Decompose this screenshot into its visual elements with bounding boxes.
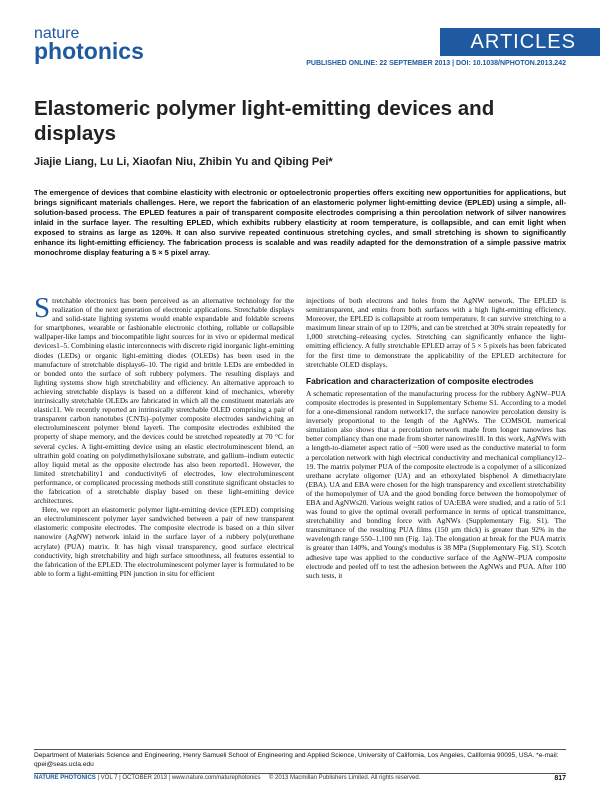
drop-cap: S [34, 292, 51, 324]
footer-issue-info: | VOL 7 | OCTOBER 2013 | www.nature.com/naturephotonics [97, 775, 261, 781]
footer-divider [34, 773, 566, 774]
footer-journal-info [34, 775, 420, 781]
body-paragraph: A schematic representation of the manufacturing process for the rubbery AgNW–PUA composite electrodes is presented in Supplementary Scheme S1. According to a model for a one-dimensional random network17, the surface nanowire percolation density is inversely proportional to the length of the AgNWs. The COMSOL numerical simulation also shows that a percolation network made from longer nanowires has better compliancy than one made from shorter nanowires18. In this work, AgNWs with a length-to-diameter aspect ratio of ~500 were used as the conductive material to form a percolation network with high electrical conductivity and mechanical compliancy12–19. The matrix polymer PUA of the composite electrode is a copolymer of a siliconized urethane acrylate oligomer (UA) and an ethoxylated bisphenol A dimethacrylate (EBA). UA and EBA were chosen for the high transparency and excellent stretchability of the homopolymer of UA and the good bonding force between the homopolymer of EBA and AgNWs20. Various weight ratios of UA:EBA were studied, and a ratio of 5:1 was found to give the optimal overall performance in terms of optical transmittance, stretchability and bonding force with AgNWs (Supplementary Fig. S1). The transmittance of the resulting PUA films (150 μm thick) is greater than 92% in the wavelength range 550–1,100 nm (Fig. 1a). The elongation at break for the PUA matrix is greater than 140%, and Young's modulus is 38 MPa (Supplementary Fig. S1). Scotch adhesive tape was applied to the conductive surface of the AgNW–PUA composite electrode and peeled off to test the adhesion between the AgNWs and PUA. After 100 such tests, it [306, 388, 566, 580]
body-paragraph: injections of both electrons and holes from the AgNW network. The EPLED is semitransparent, and emits from both surfaces with a high light-emitting efficiency. Moreover, the EPLED is collapsible at room temperature. It can survive stretching to a maximum linear strain of up to 120%, and can be stretched at 30% strain repeatedly for 1,000 stretching–releasing cycles. Stretching can significantly enhance the light-emitting efficiency. A fully stretchable EPLED array of 5 × 5 pixels has been fabricated for the first time to demonstrate the applicability of the EPLED architecture for stretchable OLED displays. [306, 296, 566, 369]
page-number: 817 [554, 775, 566, 782]
left-column [34, 292, 294, 578]
section-banner: ARTICLES [440, 28, 600, 56]
author-affiliation: Department of Materials Science and Engineering, Henry Samueli School of Engineering and Applied Science, University of California, Los Angeles, California 90095, USA. *e-mail: qpei@seas.ucla.edu [34, 752, 559, 768]
journal-logo-nature: nature [34, 25, 80, 42]
body-paragraph: Here, we report an elastomeric polymer light-emitting device (EPLED) comprising an electroluminescent polymer layer sandwiched between a pair of new transparent elastomeric composite electrodes. The composite electrode is based on a thin silver nanowire (AgNW) network inlaid in the surface layer of a rubbery poly(urethane acrylate) (PUA) matrix. It has high visual transparency, good surface electrical conductivity, high stretchability and high surface smoothness, all features essential to the fabrication of the EPLED. The electroluminescent polymer layer is formulated to be able to form a light-emitting PIN junction in situ for efficient [34, 505, 294, 578]
abstract: The emergence of devices that combine elasticity with electronic or optoelectronic properties offers exciting new opportunities for applications, but brings significant materials challenges. Here, we report the fabrication of an elastomeric polymer light-emitting device (EPLED) using a simple, all-solution-based process. The EPLED features a pair of transparent composite electrodes comprising a thin percolation network of silver nanowires inlaid in the surface layer. The resulting EPLED, which exhibits rubbery elasticity at room temperature, is collapsible, and can emit light when exposed to strains as large as 120%. It can also survive repeated continuous stretching cycles, and small stretching is shown to significantly enhance its light-emitting efficiency. The fabrication process is scalable and was readily adapted for the demonstration of a simple passive matrix monochrome display featuring a 5 × 5 pixel array. [34, 188, 566, 257]
copyright-notice: © 2013 Macmillan Publishers Limited. All rights reserved. [268, 775, 421, 781]
footer-journal-name: NATURE PHOTONICS [34, 775, 96, 781]
publication-info: PUBLISHED ONLINE: 22 SEPTEMBER 2013 | DOI: 10.1038/NPHOTON.2013.242 [306, 60, 566, 67]
journal-logo-photonics: photonics [34, 38, 144, 64]
intro-paragraph [34, 292, 294, 506]
footnote-divider [34, 749, 566, 750]
section-heading: Fabrication and characterization of composite electrodes [306, 375, 534, 386]
author-list: Jiajie Liang, Lu Li, Xiaofan Niu, Zhibin Yu and Qibing Pei* [34, 156, 333, 168]
article-title: Elastomeric polymer light-emitting devices and displays [34, 97, 495, 145]
right-column [306, 296, 566, 580]
intro-text: tretchable electronics has been perceived as an alternative technology for the realization of the next generation of electronic applications. Stretchable displays and solid-state lighting systems would enable expandable and foldable screens for smartphones, wearable or fashionable electronic clothing, rollable or collapsible wallpaper-like lamps and biocompatible light sources for in vivo or epidermal medical devices1–5. Combining elastic interconnects with discrete rigid inorganic light-emitting diodes (LEDs) or organic light-emitting diodes (OLEDs) has been used in the manufacture of stretchable displays6–10. The rigid and brittle LEDs are embedded in or bonded onto the surface of soft rubbery polymers. The resulting displays and lighting systems show high stretchability and efficiency. An alternative approach to achieving stretchable displays is based on a different kind of mechanics, whereby intrinsically stretchable OLEDs are fabricated in which all the constituent materials are elastic11. We recently reported an intrinsically stretchable OLED comprising a pair of transparent carbon nanotubes (CNTs)–polymer composite electrodes sandwiching an electroluminescent polymer blend layer6. The composite electrodes exhibited the property of shape memory, and the devices could be stretched repeatedly at 70 °C for several cycles. A light-emitting device using an elastic electroluminescent blend, an ultrathin gold coating on polydimethylsiloxane substrate, and gallium–indium eutectic alloy liquid metal as the opposite electrode has also been reported1. However, the limited stretchability1 and conductivity6 of electrodes, low electroluminescent performance, or complicated processing methods still constitute significant obstacles to the fabrication of a stretchable display based on these light-emitting device architectures. [34, 296, 294, 506]
